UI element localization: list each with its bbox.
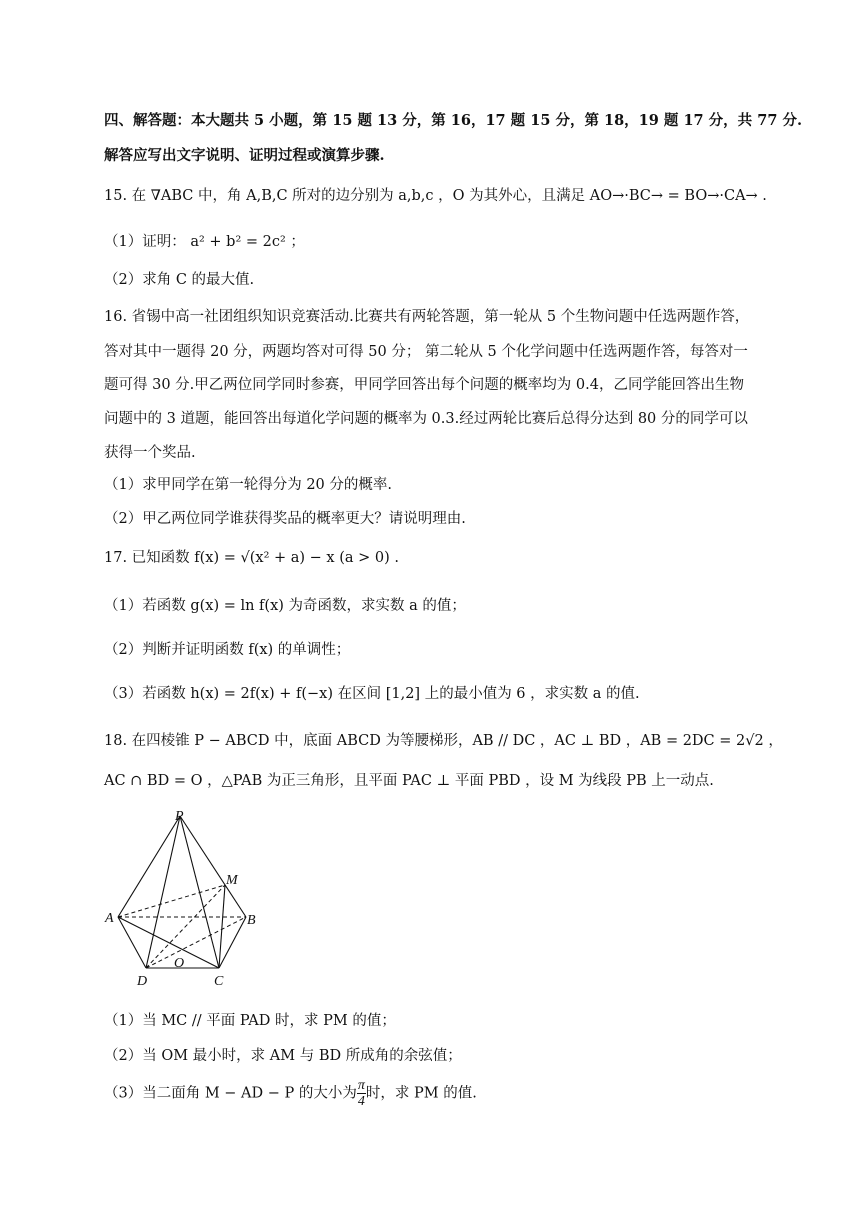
- vertex-label-a: A: [105, 911, 114, 926]
- q18-part-3: [104, 1078, 477, 1109]
- q18-part-1: （1）当 MC // 平面 PAD 时，求 PM 的值；: [104, 1013, 396, 1029]
- q16-line-1: 16. 省锡中高一社团组织知识竞赛活动.比赛共有两轮答题，第一轮从 5 个生物问题中任选两题作答，: [104, 309, 750, 325]
- q18-part-2: （2）当 OM 最小时，求 AM 与 BD 所成角的余弦值；: [104, 1048, 462, 1064]
- q18-part-3-text-after: 时，求 PM 的值.: [365, 1085, 477, 1102]
- section-header-line-2: 解答应写出文字说明、证明过程或演算步骤.: [104, 147, 385, 164]
- q15-stem: 15. 在 ∇ABC 中，角 A,B,C 所对的边分别为 a,b,c ，O 为其外心，且满足 AO→·BC→ = BO→·CA→ .: [104, 188, 767, 204]
- q16-line-5: 获得一个奖品.: [104, 445, 196, 461]
- q18-line-2: AC ∩ BD = O ，△PAB 为正三角形，且平面 PAC ⊥ 平面 PBD ，设 M 为线段 PB 上一动点.: [104, 773, 714, 789]
- q16-part-2: （2）甲乙两位同学谁获得奖品的概率更大？请说明理由.: [104, 511, 466, 527]
- q16-line-4: 问题中的 3 道题，能回答出每道化学问题的概率为 0.3.经过两轮比赛后总得分达到 80 分的同学可以: [104, 411, 748, 427]
- section-header-line-1: 四、解答题：本大题共 5 小题，第 15 题 13 分，第 16，17 题 15 分，第 18，19 题 17 分，共 77 分.: [104, 112, 803, 129]
- vertex-label-m: M: [226, 873, 238, 888]
- fraction-denominator: 4: [357, 1094, 365, 1109]
- q15-part-1: （1）证明： a² + b² = 2c² ；: [104, 234, 305, 250]
- pyramid-figure: [100, 806, 270, 992]
- q16-line-3: 题可得 30 分.甲乙两位同学同时参赛，甲同学回答出每个问题的概率均为 0.4，乙同学能回答出生物: [104, 377, 744, 393]
- q16-part-1: （1）求甲同学在第一轮得分为 20 分的概率.: [104, 477, 393, 493]
- q17-part-3: （3）若函数 h(x) = 2f(x) + f(−x) 在区间 [1,2] 上的最小值为 6 ，求实数 a 的值.: [104, 686, 640, 702]
- q17-stem: 17. 已知函数 f(x) = √(x² + a) − x (a > 0) .: [104, 550, 399, 566]
- vertex-label-b: B: [247, 913, 256, 928]
- q18-part-3-text-before: （3）当二面角 M − AD − P 的大小为: [104, 1085, 357, 1102]
- fraction-numerator: π: [357, 1078, 365, 1093]
- pi-over-4-fraction: [357, 1078, 366, 1109]
- q18-line-1: 18. 在四棱锥 P − ABCD 中，底面 ABCD 为等腰梯形，AB // DC ，AC ⊥ BD ，AB = 2DC = 2√2 ，: [104, 733, 783, 749]
- q17-part-1: （1）若函数 g(x) = ln f(x) 为奇函数，求实数 a 的值；: [104, 598, 466, 614]
- vertex-label-o: O: [174, 956, 185, 971]
- q16-line-2: 答对其中一题得 20 分，两题均答对可得 50 分； 第二轮从 5 个化学问题中任选两题作答，每答对一: [104, 344, 748, 360]
- vertex-label-d: D: [137, 974, 148, 989]
- vertex-label-c: C: [214, 974, 224, 989]
- q15-part-2: （2）求角 C 的最大值.: [104, 272, 255, 288]
- vertex-label-p: P: [175, 809, 184, 824]
- q17-part-2: （2）判断并证明函数 f(x) 的单调性；: [104, 642, 351, 658]
